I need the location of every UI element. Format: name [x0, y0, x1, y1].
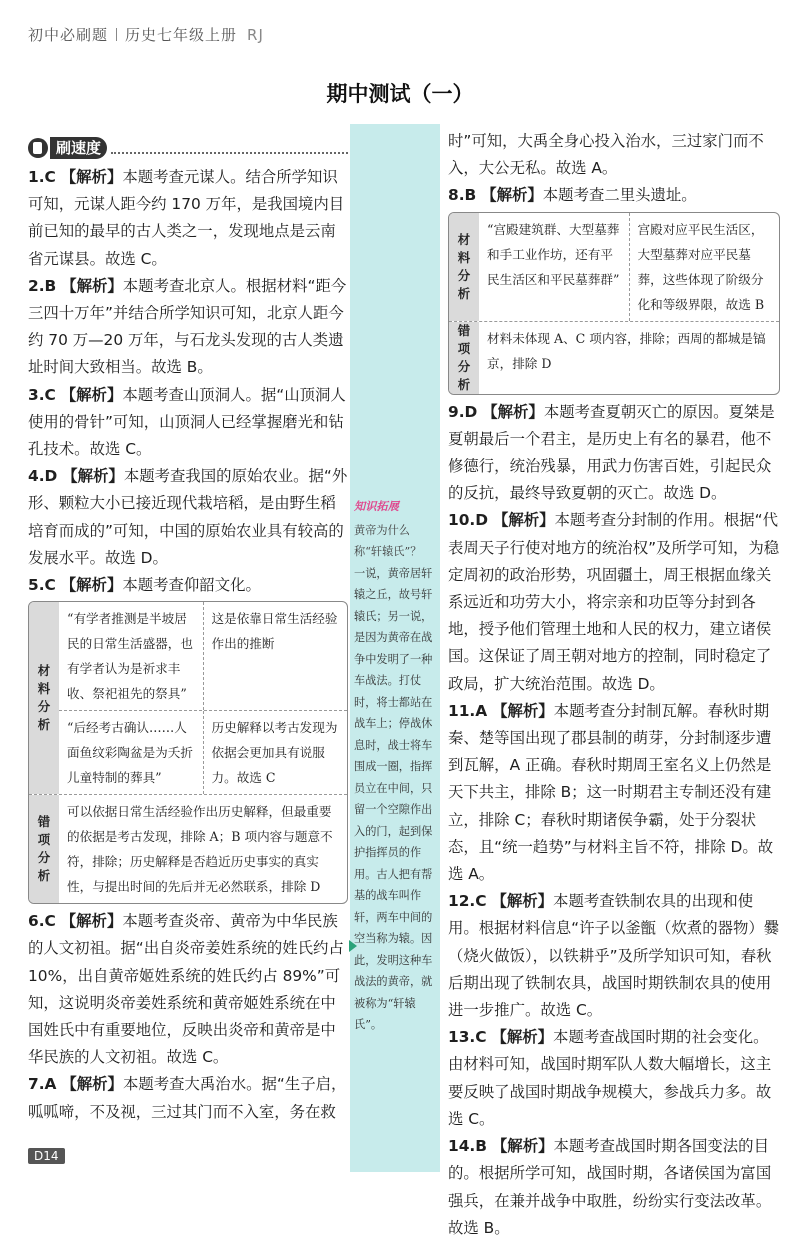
book-edition: RJ	[247, 26, 264, 44]
answer-item	[448, 1133, 780, 1242]
answer-number: 7.A	[28, 1075, 57, 1094]
table-cell: 可以依据日常生活经验作出历史解释，但最重要的依据是考古发现，排除 A；B 项内容与题意不符，排除；历史解释是否趋近历史事实的真实性，与提出时间的先后并无必然联系，排除 D	[67, 804, 333, 895]
sidebar-question: 黄帝为什么称“轩辕氏”？	[354, 523, 422, 558]
analysis-tag: 【解析】	[60, 912, 123, 931]
table-row-header: 错项分析	[449, 322, 479, 394]
analysis-tag: 【解析】	[62, 467, 124, 486]
answer-item	[28, 908, 348, 1071]
answer-text: 本题考查铁制农具的出现和使用。根据材料信息“许子以釜甑（炊煮的器物）爨（烧火做饭），以铁耕乎”及所学知识可知，春秋后期出现了铁制农具，战国时期铁制农具的使用进一步推广。故选 C。	[448, 892, 780, 1020]
analysis-tag: 【解析】	[492, 511, 555, 530]
dotted-rule	[111, 142, 348, 154]
section-badge	[28, 134, 348, 162]
answer-number: 12.C	[448, 892, 487, 911]
table-row-header: 错项分析	[29, 795, 59, 903]
answer-text: 本题考查战国时期的社会变化。由材料可知，战国时期军队人数大幅增长，这主要反映了战国时期战争规模大，参战兵力多。故选 C。	[448, 1028, 772, 1128]
table-row-header: 材料分析	[29, 602, 59, 794]
answer-item	[28, 273, 348, 382]
book-name: 初中必刷题	[28, 26, 109, 44]
answer-number: 2.B	[28, 276, 57, 295]
answer-text: 本题考查夏朝灭亡的原因。夏桀是夏朝最后一个君主，是历史上有名的暴君，他不修德行，统治残暴，用武力伤害百姓，引起民众的反抗，最终导致夏朝的灭亡。故选 D。	[448, 402, 775, 503]
answer-number: 13.C	[448, 1028, 487, 1047]
analysis-tag: 【解析】	[61, 1075, 123, 1094]
answer-item	[448, 698, 780, 888]
answer-text: 本题考查我国的原始农业。据“外形、颗粒大小已接近现代栽培稻，是由野生稻培育而成的”可知，中国的原始农业具有较高的发展水平。故选 D。	[28, 467, 348, 567]
analysis-tag: 【解析】	[491, 892, 554, 911]
answer-number: 8.B	[448, 186, 477, 205]
answer-item	[28, 1071, 348, 1125]
answer-text: 本题考查山顶洞人。据“山顶洞人使用的骨针”可知，山顶洞人已经掌握磨光和钻孔技术。故选 C。	[28, 385, 346, 459]
answer-item	[28, 382, 348, 464]
analysis-tag: 【解析】	[60, 385, 123, 404]
answer-number: 5.C	[28, 576, 56, 595]
answer-text: 本题考查大禹治水。据“生子启，呱呱啼，不及视，三过其门而不入室，务在救	[28, 1075, 347, 1121]
table-cell: 宫殿对应平民生活区，大型墓葬对应平民墓葬，这些体现了阶级分化和等级界限，故选 B	[629, 213, 780, 321]
section-badge-label: 刷速度	[50, 137, 107, 159]
answer-text: 本题考查二里头遗址。	[542, 186, 697, 205]
analysis-tag: 【解析】	[491, 1137, 554, 1156]
answer-text: 本题考查北京人。根据材料“距今三四十万年”并结合所学知识可知，北京人距今约 70 万—20 万年，与石龙头发现的古人类遗址时间大致相当。故选 B。	[28, 276, 347, 377]
table-cell: “有学者推测是半坡居民的日常生活盛器，也有学者认为是祈求丰收、祭祀祖先的祭具”	[67, 611, 193, 702]
running-header	[28, 24, 264, 45]
answer-item	[448, 182, 780, 209]
page-title: 期中测试（一）	[326, 82, 474, 106]
table-cell: 历史解释以考古发现为依据会更加具有说服力。故选 C	[203, 711, 348, 794]
answer-number: 9.D	[448, 402, 478, 421]
answer-item	[28, 463, 348, 572]
right-column	[448, 128, 780, 1242]
answer-item	[28, 164, 348, 273]
header-divider	[116, 28, 117, 41]
analysis-tag: 【解析】	[482, 402, 544, 421]
answer-number: 1.C	[28, 168, 56, 186]
analysis-tag: 【解析】	[481, 186, 543, 205]
answer-number: 10.D	[448, 511, 489, 530]
answer-number: 3.C	[28, 385, 56, 404]
table-cell: “宫殿建筑群、大型墓葬和手工业作坊，还有平民生活区和平民墓葬群”	[487, 221, 620, 287]
answer-continuation: 时”可知，大禹全身心投入治水，三过家门而不入，大公无私。故选 A。	[448, 132, 764, 178]
answer-number: 14.B	[448, 1137, 487, 1156]
answer-number: 4.D	[28, 467, 58, 486]
answer-text: 本题考查分封制瓦解。春秋时期秦、楚等国出现了郡县制的萌芽，分封制逐步遭到瓦解，A 正确。春秋时期周王室名义上仍然是天下共主，排除 B；这一时期君主专制还没有建立，排除 C；春秋时期诸侯争霸，处于分裂状态，且“统一趋势”与材料主旨不符，排除 D。故选 A。	[448, 701, 774, 884]
answer-item	[448, 399, 780, 508]
answer-item	[28, 572, 348, 599]
answer-text: 本题考查战国时期各国变法的目的。根据所学可知，战国时期，各诸侯国为富国强兵，在兼并战争中取胜，纷纷实行变法改革。故选 B。	[448, 1137, 772, 1237]
analysis-tag: 【解析】	[492, 701, 554, 720]
left-column	[28, 134, 348, 1126]
answer-item	[448, 888, 780, 1024]
answer-text: 本题考查炎帝、黄帝为中华民族的人文初祖。据“出自炎帝姜姓系统的姓氏约占 10%，出自黄帝姬姓系统的姓氏约占 89%”可知，这说明炎帝姜姓系统和黄帝姬姓系统在中国姓氏中有重要地位，反映出炎帝和黄帝是中华民族的人文初祖。故选 C。	[28, 912, 344, 1067]
answer-item	[448, 507, 780, 697]
book-subject: 历史七年级上册	[125, 26, 238, 44]
answer-text: 本题考查元谋人。结合所学知识可知，元谋人距今约 170 万年，是我国境内目前已知的最早的古人类之一，发现地点是云南省元谋县。故选 C。	[28, 168, 345, 268]
analysis-tag: 【解析】	[60, 576, 123, 595]
analysis-tag: 【解析】	[61, 276, 123, 295]
book-icon	[28, 138, 48, 158]
answer-item	[448, 1024, 780, 1133]
table-cell: “后经考古确认……人面鱼纹彩陶盆是为夭折儿童特制的葬具”	[67, 720, 193, 786]
answer-number: 6.C	[28, 912, 56, 931]
table-cell: 这是依靠日常生活经验作出的推断	[203, 602, 348, 710]
analysis-tag: 【解析】	[491, 1028, 554, 1047]
answer-text: 本题考查仰韶文化。	[122, 576, 261, 595]
answer-text: 本题考查分封制的作用。根据“代表周天子行使对地方的统治权”及所学可知，为稳定周初的政治形势，巩固疆土，周王根据血缘关系远近和功劳大小，将宗亲和功臣等分封到各地，授予他们管理土地和人民的权力，建立诸侯国。这保证了周王朝对地方的控制，同时稳定了政局，扩大统治范围。故选 D。	[448, 511, 780, 693]
table-row-header: 材料分析	[449, 213, 479, 321]
analysis-table-q8	[448, 212, 780, 395]
answer-number: 11.A	[448, 701, 488, 720]
knowledge-sidebar	[354, 496, 434, 1036]
table-cell: 材料未体现 A、C 项内容，排除；西周的都城是镐京，排除 D	[487, 330, 766, 371]
analysis-tag: 【解析】	[60, 168, 123, 186]
sidebar-body: 一说，黄帝居轩辕之丘，故号轩辕氏；另一说，是因为黄帝在战争中发明了一种车战法。打仗时，将士都站在战车上；停战休息时，战士将车围成一圈，指挥员立在中间，只留一个空隙作出入的门，起到保护指挥员的作用。古人把有帮基的战车叫作轩，两车中间的空当称为辕。因此，发明这种车战法的黄帝，就被称为“轩辕氏”。	[354, 566, 433, 1031]
page-number: D14	[28, 1148, 65, 1164]
analysis-table-q5	[28, 601, 348, 904]
sidebar-heading: 知识拓展	[354, 499, 399, 513]
